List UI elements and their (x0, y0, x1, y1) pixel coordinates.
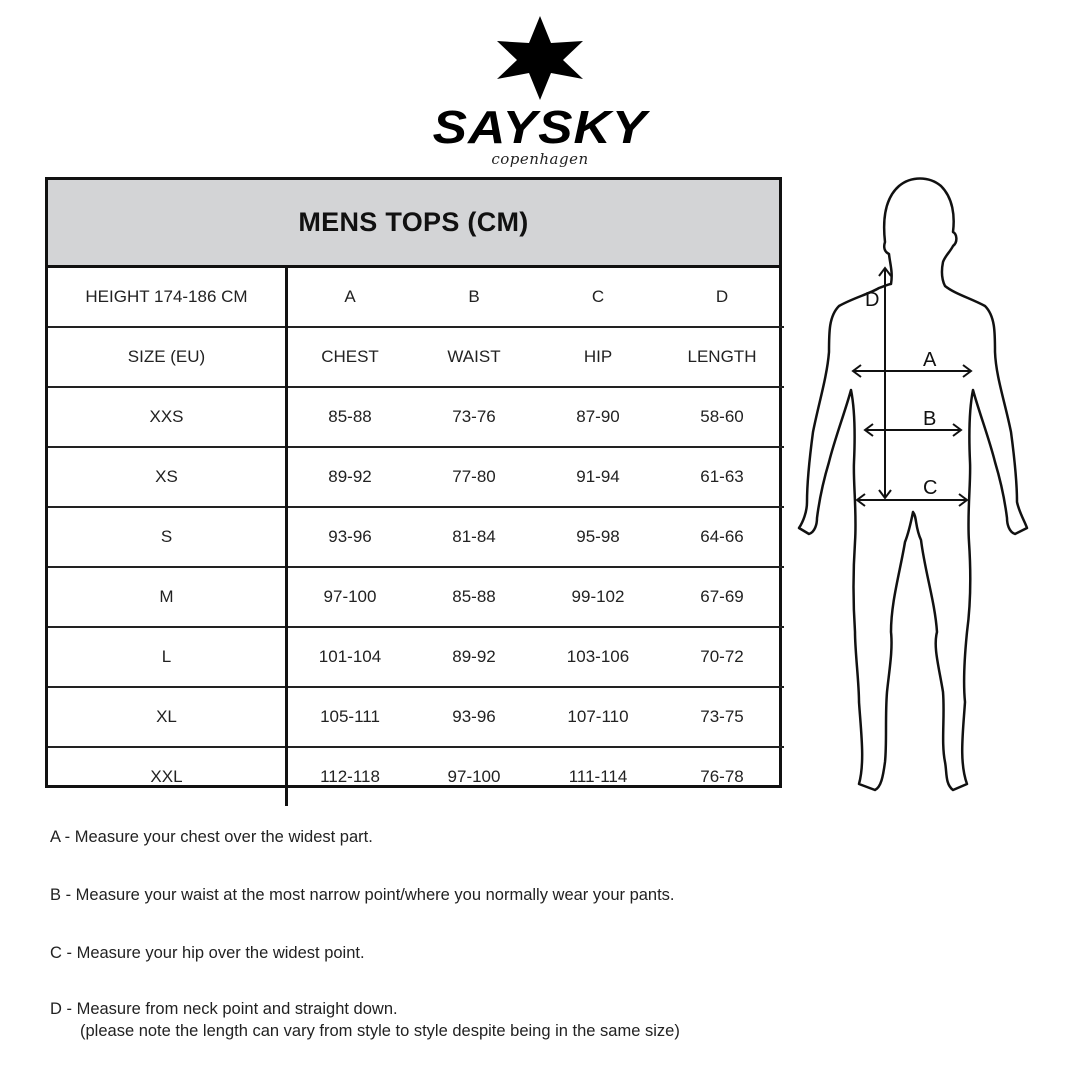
table-cell: A (287, 268, 413, 327)
table-cell: LENGTH (660, 327, 784, 387)
row-label-cell: HEIGHT 174-186 CM (48, 268, 287, 327)
table-header-row (48, 327, 784, 387)
table-header-row (48, 268, 784, 327)
brand-tagline: copenhagen (491, 150, 589, 168)
table-title-bar (48, 180, 779, 268)
row-label-cell: XL (48, 687, 287, 747)
row-label-cell: SIZE (EU) (48, 327, 287, 387)
table-cell: HIP (536, 327, 660, 387)
table-cell: 111-114 (568, 767, 628, 786)
table-cell: 85-88 (287, 387, 413, 447)
note-hip: C - Measure your hip over the widest point. (50, 944, 365, 962)
figure-label-b: B (923, 408, 937, 430)
row-label-cell: S (48, 507, 287, 567)
table-cell: 64-66 (660, 507, 784, 567)
table-cell: 101-104 (287, 627, 413, 687)
row-label-cell: XXL (48, 747, 287, 806)
table-cell: 107-110 (536, 687, 660, 747)
note-chest: A - Measure your chest over the widest part. (50, 828, 373, 846)
brand-name: SAYSKY (432, 101, 648, 153)
table-cell: 61-63 (660, 447, 784, 507)
figure-label-d: D (865, 289, 880, 311)
table-cell: 67-69 (660, 567, 784, 627)
table-row (48, 447, 784, 507)
table-cell: 73-75 (660, 687, 784, 747)
table-cell: 76-78 (700, 767, 744, 786)
table-row (48, 387, 784, 447)
table-cell: C (536, 268, 660, 327)
table-cell: 73-76 (412, 387, 536, 447)
six-point-star-icon (493, 16, 587, 100)
table-cell: 89-92 (412, 627, 536, 687)
table-cell: 103-106 (536, 627, 660, 687)
table-row (48, 747, 784, 806)
table-cell: 97-100 (287, 567, 413, 627)
table-cell: 99-102 (536, 567, 660, 627)
table-row (48, 627, 784, 687)
row-label-cell: L (48, 627, 287, 687)
table-cell: 87-90 (536, 387, 660, 447)
brand-logo (0, 0, 1080, 178)
table-cell: 70-72 (660, 627, 784, 687)
note-waist: B - Measure your waist at the most narrow point/where you normally wear your pants. (50, 886, 675, 904)
row-label-cell: M (48, 567, 287, 627)
table-cell: B (412, 268, 536, 327)
table-cell: 93-96 (287, 507, 413, 567)
table-cell: 91-94 (536, 447, 660, 507)
size-table (48, 268, 784, 806)
table-cell: 58-60 (660, 387, 784, 447)
table-cell: WAIST (412, 327, 536, 387)
table-cell: 81-84 (412, 507, 536, 567)
table-cell: 97-100 (447, 767, 501, 786)
note-length: D - Measure from neck point and straight down. (50, 1000, 398, 1018)
row-label-cell: XXS (48, 387, 287, 447)
table-row (48, 567, 784, 627)
table-cell: 89-92 (287, 447, 413, 507)
table-cell: 77-80 (412, 447, 536, 507)
table-cell: 95-98 (536, 507, 660, 567)
table-cell: 93-96 (412, 687, 536, 747)
body-outline (799, 179, 1027, 791)
table-row (48, 507, 784, 567)
table-title: MENS TOPS (CM) (298, 207, 529, 237)
row-label-cell: XS (48, 447, 287, 507)
table-cell: 85-88 (412, 567, 536, 627)
body-measurement-figure (795, 172, 1035, 807)
table-cell: D (660, 268, 784, 327)
figure-label-c: C (923, 477, 938, 499)
table-cell: 105-111 (287, 687, 413, 747)
table-cell: CHEST (287, 327, 413, 387)
table-row (48, 687, 784, 747)
figure-label-a: A (923, 349, 937, 371)
table-cell: 112-118 (320, 767, 380, 786)
size-chart-table (45, 177, 782, 788)
note-length-disclaimer: (please note the length can vary from style to style despite being in the same size) (80, 1022, 680, 1040)
